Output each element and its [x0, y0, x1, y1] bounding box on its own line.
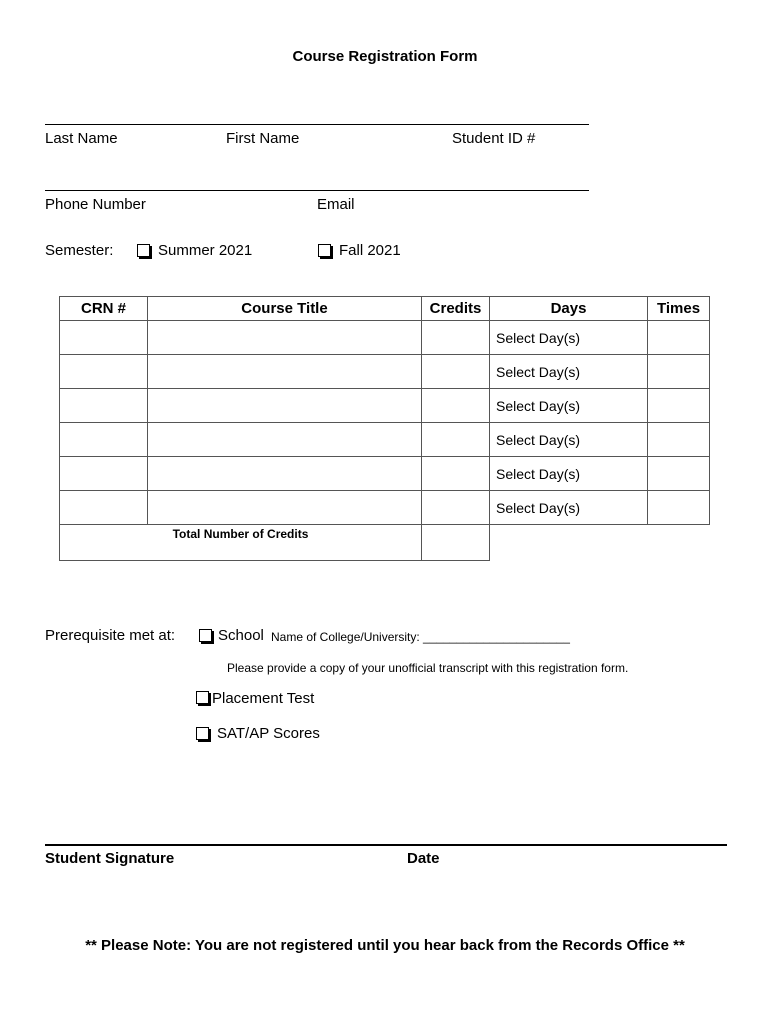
credits-cell[interactable]: [422, 355, 490, 389]
crn-cell[interactable]: [60, 321, 148, 355]
registration-note: ** Please Note: You are not registered until you hear back from the Records Office **: [85, 937, 685, 954]
phone-number-label: Phone Number: [45, 196, 146, 213]
header-course-title: Course Title: [148, 297, 422, 321]
last-name-label: Last Name: [45, 130, 118, 147]
sat-ap-label: SAT/AP Scores: [217, 725, 320, 742]
placement-test-checkbox[interactable]: [196, 691, 209, 704]
school-option-label: School: [218, 627, 264, 644]
fall-checkbox[interactable]: [318, 244, 331, 257]
course-title-cell[interactable]: [148, 457, 422, 491]
crn-cell[interactable]: [60, 423, 148, 457]
times-cell[interactable]: [648, 423, 710, 457]
credits-cell[interactable]: [422, 389, 490, 423]
times-cell[interactable]: [648, 457, 710, 491]
crn-cell[interactable]: [60, 491, 148, 525]
course-title-cell[interactable]: [148, 389, 422, 423]
placement-test-label: Placement Test: [212, 690, 315, 707]
times-cell[interactable]: [648, 389, 710, 423]
student-id-label: Student ID #: [452, 130, 536, 147]
header-credits: Credits: [422, 297, 490, 321]
course-title-cell[interactable]: [148, 491, 422, 525]
crn-cell[interactable]: [60, 457, 148, 491]
header-days: Days: [490, 297, 648, 321]
summer-option-label: Summer 2021: [158, 242, 253, 259]
total-credits-cell[interactable]: [422, 525, 490, 561]
times-cell[interactable]: [648, 355, 710, 389]
table-row: [60, 321, 710, 355]
times-cell[interactable]: [648, 491, 710, 525]
table-row: [60, 491, 710, 525]
crn-cell[interactable]: [60, 355, 148, 389]
name-id-line[interactable]: [45, 124, 589, 125]
college-name-field[interactable]: Name of College/University: ______________________: [271, 630, 570, 644]
credits-cell[interactable]: [422, 423, 490, 457]
transcript-note: Please provide a copy of your unofficial transcript with this registration form.: [227, 661, 629, 675]
total-credits-label: Total Number of Credits: [60, 525, 422, 561]
credits-cell[interactable]: [422, 457, 490, 491]
prerequisite-label: Prerequisite met at:: [45, 627, 176, 644]
school-checkbox[interactable]: [199, 629, 212, 642]
days-select[interactable]: Select Day(s): [490, 491, 648, 525]
credits-cell[interactable]: [422, 321, 490, 355]
sat-ap-checkbox[interactable]: [196, 727, 209, 740]
total-row: [60, 525, 710, 561]
course-title-cell[interactable]: [148, 423, 422, 457]
table-row: [60, 457, 710, 491]
signature-line[interactable]: [45, 844, 727, 846]
date-label: Date: [407, 850, 440, 867]
table-row: [60, 389, 710, 423]
first-name-label: First Name: [226, 130, 300, 147]
phone-email-line[interactable]: [45, 190, 589, 191]
header-times: Times: [648, 297, 710, 321]
course-table: [59, 296, 710, 561]
form-title: Course Registration Form: [292, 48, 478, 65]
days-select[interactable]: Select Day(s): [490, 321, 648, 355]
table-row: [60, 423, 710, 457]
course-title-cell[interactable]: [148, 355, 422, 389]
days-select[interactable]: Select Day(s): [490, 355, 648, 389]
times-cell[interactable]: [648, 321, 710, 355]
crn-cell[interactable]: [60, 389, 148, 423]
days-select[interactable]: Select Day(s): [490, 423, 648, 457]
summer-checkbox[interactable]: [137, 244, 150, 257]
credits-cell[interactable]: [422, 491, 490, 525]
course-title-cell[interactable]: [148, 321, 422, 355]
table-row: [60, 355, 710, 389]
days-select[interactable]: Select Day(s): [490, 389, 648, 423]
header-crn: CRN #: [60, 297, 148, 321]
email-label: Email: [317, 196, 355, 213]
table-header-row: [60, 297, 710, 321]
fall-option-label: Fall 2021: [339, 242, 401, 259]
student-signature-label: Student Signature: [45, 850, 175, 867]
days-select[interactable]: Select Day(s): [490, 457, 648, 491]
semester-label: Semester:: [45, 242, 114, 259]
